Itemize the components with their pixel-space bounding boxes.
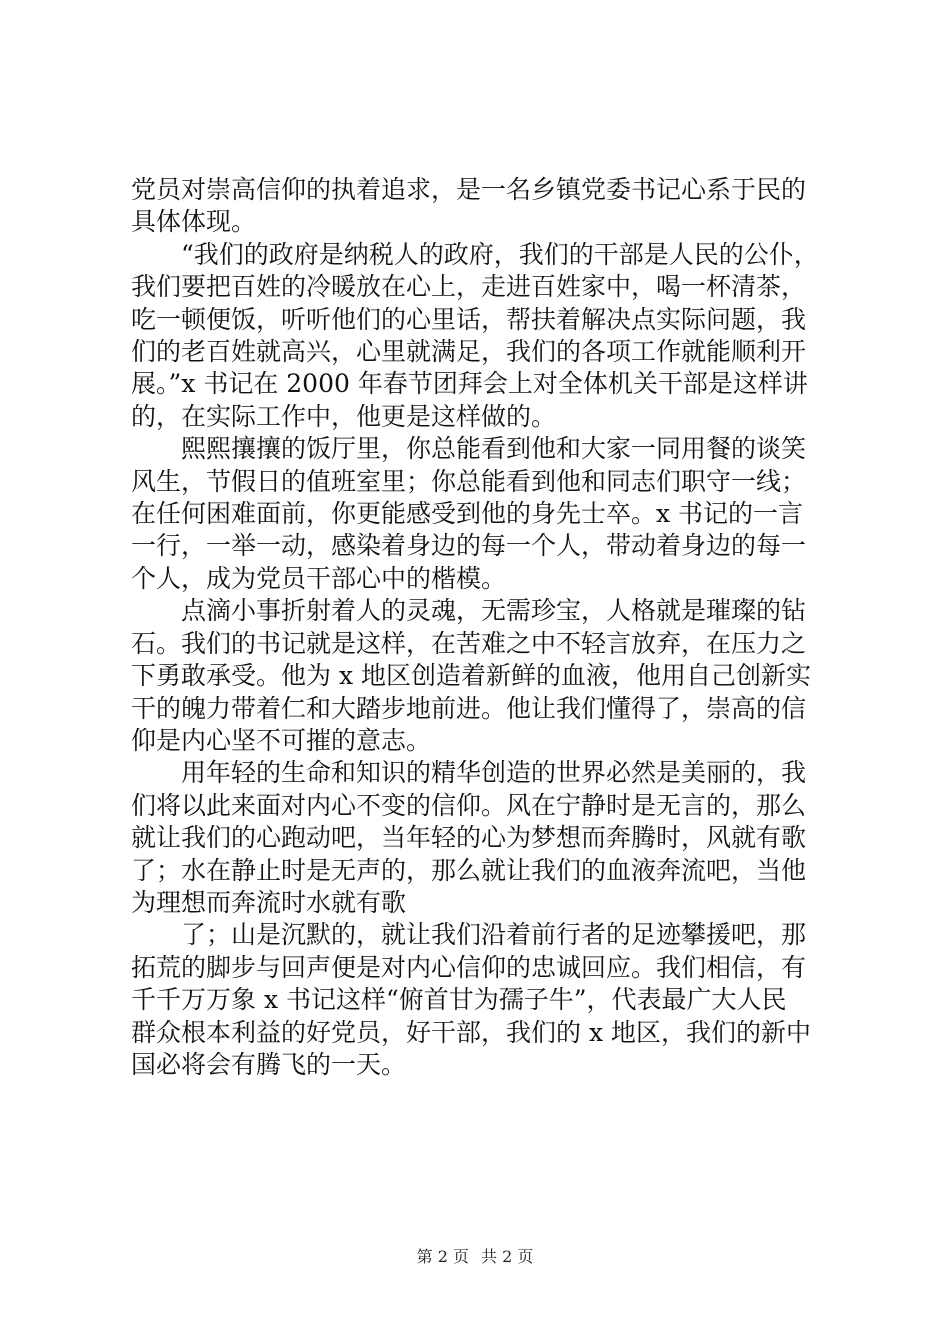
- page-number: 第 2 页: [416, 1247, 469, 1266]
- page-footer: [0, 1244, 950, 1267]
- text-line: 的，在实际工作中，他更是这样做的。: [131, 401, 557, 431]
- paragraph: [131, 239, 831, 433]
- paragraph: [131, 757, 831, 919]
- text-line: 们将以此来面对内心不变的信仰。风在宁静时是无言的，那么: [131, 790, 807, 820]
- text-line: 一行，一举一动，感染着身边的每一个人，带动着身边的每一: [131, 531, 807, 561]
- text-line: 们的老百姓就高兴，心里就满足，我们的各项工作就能顺利开: [131, 337, 807, 367]
- text-line: 拓荒的脚步与回声便是对内心信仰的忠诚回应。我们相信，有: [131, 952, 807, 982]
- page-total: 共 2 页: [481, 1247, 534, 1266]
- text-line: 干的魄力带着仁和大踏步地前进。他让我们懂得了，崇高的信: [131, 693, 807, 723]
- text-line: 了；水在静止时是无声的，那么就让我们的血液奔流吧，当他: [131, 855, 807, 885]
- text-line: 为理想而奔流时水就有歌: [131, 887, 407, 917]
- paragraph: [131, 919, 831, 1081]
- text-line: 个人，成为党员干部心中的楷模。: [131, 563, 507, 593]
- text-line: 石。我们的书记就是这样，在苦难之中不轻言放弃，在压力之: [131, 628, 807, 658]
- text-line: 党员对崇高信仰的执着追求，是一名乡镇党委书记心系于民的: [131, 175, 807, 204]
- text-line: 吃一顿便饭，听听他们的心里话，帮扶着解决点实际问题，我: [131, 304, 807, 334]
- text-line: 用年轻的生命和知识的精华创造的世界必然是美丽的，我: [181, 758, 807, 788]
- paragraph: [131, 433, 831, 595]
- text-line: 展。”x 书记在 2000 年春节团拜会上对全体机关干部是这样讲: [131, 369, 808, 399]
- text-line: 在任何困难面前，你更能感受到他的身先士卒。x 书记的一言: [131, 499, 804, 529]
- text-line: 点滴小事折射着人的灵魂，无需珍宝，人格就是璀璨的钻: [181, 596, 807, 626]
- text-line: 风生，节假日的值班室里；你总能看到他和同志们职守一线；: [131, 466, 807, 496]
- text-line: “我们的政府是纳税人的政府，我们的干部是人民的公仆，: [181, 239, 819, 269]
- text-line: 我们要把百姓的冷暖放在心上，走进百姓家中，喝一杯清茶，: [131, 272, 807, 302]
- text-line: 熙熙攘攘的饭厅里，你总能看到他和大家一同用餐的谈笑: [181, 434, 807, 464]
- text-line: 仰是内心坚不可摧的意志。: [131, 725, 432, 755]
- text-line: 了；山是沉默的，就让我们沿着前行者的足迹攀援吧，那: [181, 920, 807, 950]
- text-line: 就让我们的心跑动吧，当年轻的心为梦想而奔腾时，风就有歌: [131, 823, 807, 853]
- text-line: 群众根本利益的好党员，好干部，我们的 x 地区，我们的新中: [131, 1017, 811, 1047]
- text-line: 千千万万象 x 书记这样“俯首甘为孺子牛”，代表最广大人民: [131, 985, 787, 1015]
- text-line: 下勇敢承受。他为 x 地区创造着新鲜的血液，他用自己创新实: [131, 661, 811, 691]
- document-body: [131, 174, 831, 1081]
- text-line: 具体体现。: [131, 207, 257, 237]
- paragraph: [131, 595, 831, 757]
- paragraph: [131, 174, 831, 239]
- text-line: 国必将会有腾飞的一天。: [131, 1049, 407, 1079]
